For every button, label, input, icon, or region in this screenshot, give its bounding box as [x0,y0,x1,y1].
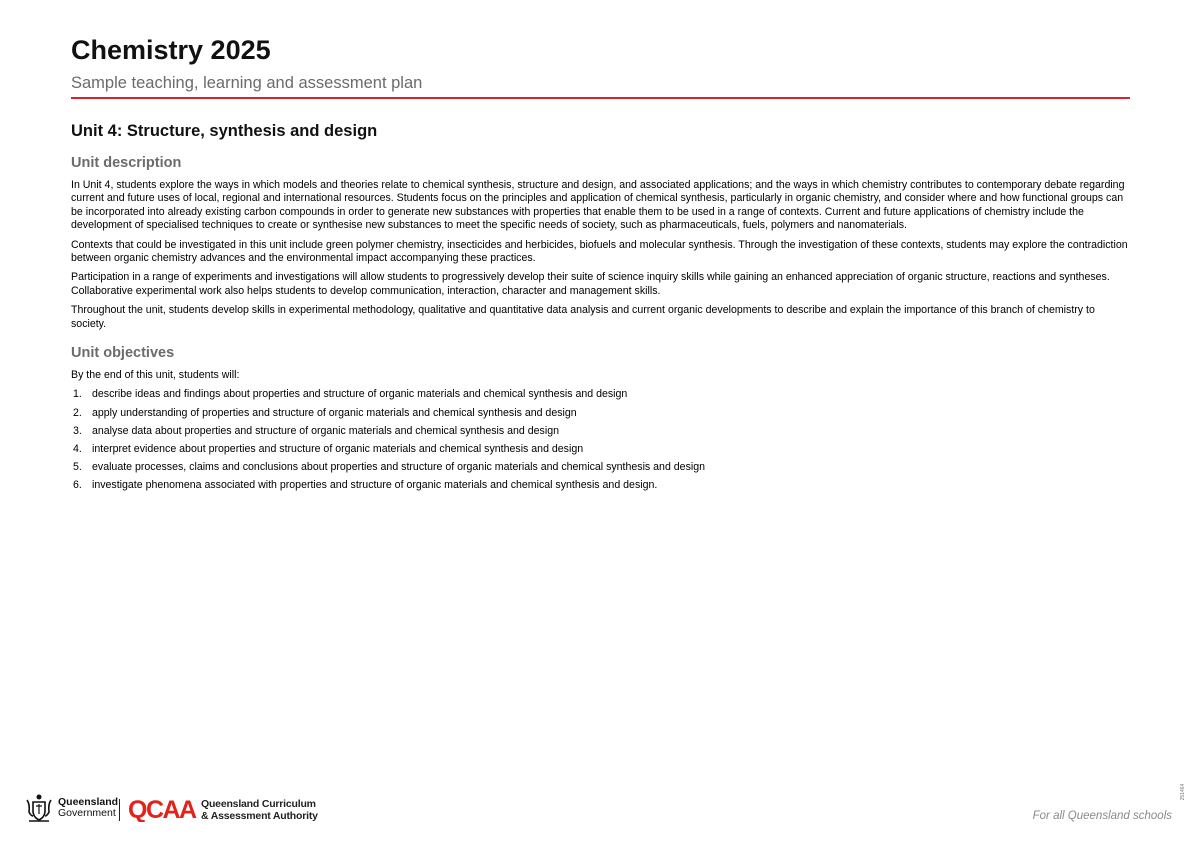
document-code: 251464 [1180,783,1186,801]
qg-government: Government [58,807,116,819]
objective-text: apply understanding of properties and structure of organic materials and chemical synthesis and design [92,406,577,419]
main-content [71,120,1130,498]
objective-item [71,443,1130,456]
qcaa-name-line1: Queensland Curriculum [201,798,316,810]
objective-item [71,407,1130,420]
page-title: Chemistry 2025 [71,35,271,65]
unit-objectives-heading: Unit objectives [71,345,175,362]
unit-description-heading: Unit description [71,155,182,171]
description-paragraph: Participation in a range of experiments and investigations will allow students to progressively develop their suite of science inquiry skills while gaining an enhanced appreciation of organic structure, reactions and syntheses. Collaborative experimental work also helps students to develop communication, interaction, character and management skills. [71,271,1110,297]
objectives-list [71,388,1130,492]
queensland-government-logo[interactable] [24,792,118,824]
description-paragraph: Contexts that could be investigated in this unit include green polymer chemistry, insecticides and herbicides, biofuels and molecular synthesis. Through the investigation of these contexts, students may explore the contradiction between organic chemistry advances and the environmental impact accompanying these practices. [71,238,1128,265]
footer-tagline: For all Queensland schools [1032,810,1172,822]
objective-number: 1. [73,388,82,401]
objectives-intro: By the end of this unit, students will: [71,369,240,382]
qcaa-mark-text: QCAA [128,796,196,822]
page-subtitle: Sample teaching, learning and assessment plan [71,74,423,92]
description-paragraph: Throughout the unit, students develop skills in experimental methodology, qualitative and quantitative data analysis and current organic developments to describe and explain the importance of this branch of chemistry to society. [71,304,1095,330]
qg-name: Queensland [58,796,119,808]
objective-text: evaluate processes, claims and conclusions about properties and structure of organic materials and chemical synthesis and design [92,461,706,474]
objective-text: interpret evidence about properties and structure of organic materials and chemical synthesis and design [92,443,584,456]
objective-text: investigate phenomena associated with properties and structure of organic materials and chemical synthesis and design. [92,479,658,492]
logo-divider [119,799,120,821]
objective-item [71,461,1130,474]
objective-text: analyse data about properties and structure of organic materials and chemical synthesis and design [92,424,559,437]
header-divider [71,97,1130,99]
objective-item [71,479,1130,492]
objective-item [71,388,1130,401]
objective-number: 2. [73,406,82,419]
description-paragraph: In Unit 4, students explore the ways in which models and theories relate to chemical synthesis, structure and design, and associated applications; and the ways in which chemistry contributes to contemporary debate regarding current and future uses of local, regional and international resources. Students focus on the principles and application of chemical synthesis, particularly in organic chemistry, and consider where and how functional groups can be incorporated into already existing carbon compounds in order to generate new substances with properties that enable them to be used in a range of contexts. Current and future applications of chemistry include the development of specialised techniques to create or synthesise new substances to meet the specific needs of society, such as pharmaceuticals, fuels, polymers and nanomaterials. [71,179,1125,232]
objective-number: 3. [73,424,82,437]
unit-heading: Unit 4: Structure, synthesis and design [71,122,378,140]
objective-number: 6. [73,479,82,492]
objective-item [71,425,1130,438]
coat-of-arms-icon [24,792,54,824]
objective-number: 4. [73,443,82,456]
qcaa-name [201,798,318,822]
objective-number: 5. [73,461,82,474]
qcaa-logo-mark[interactable] [128,796,198,822]
objective-text: describe ideas and findings about properties and structure of organic materials and chemical synthesis and design [92,388,628,401]
page-footer [0,780,1200,849]
qcaa-name-line2: & Assessment Authority [201,810,318,822]
